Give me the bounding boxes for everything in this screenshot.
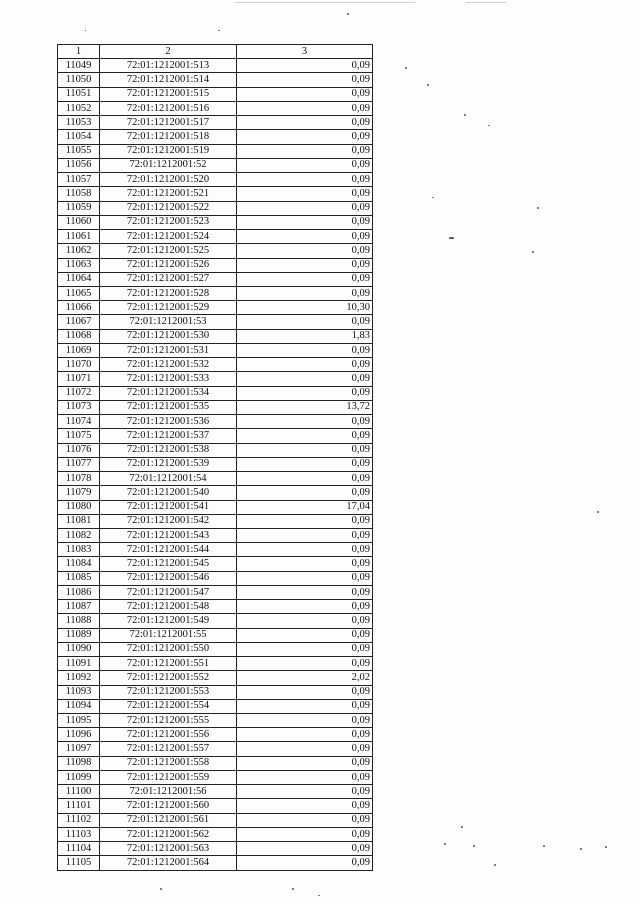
row-number-cell: 11092: [58, 671, 100, 685]
value-cell: 2,02: [237, 671, 373, 685]
row-number-cell: 11070: [58, 358, 100, 372]
table-row: [58, 600, 373, 614]
table-row: [58, 116, 373, 130]
scan-speck: [461, 826, 463, 828]
value-cell: 0,09: [237, 158, 373, 172]
table-row: [58, 571, 373, 585]
table-row: [58, 728, 373, 742]
value-cell: 0,09: [237, 386, 373, 400]
value-cell: 0,09: [237, 201, 373, 215]
value-cell: 0,09: [237, 785, 373, 799]
table-row: [58, 614, 373, 628]
value-cell: 0,09: [237, 73, 373, 87]
scan-speck: [444, 843, 446, 845]
table-row: [58, 144, 373, 158]
scan-speck: [160, 888, 162, 890]
value-cell: 0,09: [237, 514, 373, 528]
scan-speck: [449, 237, 454, 239]
row-number-cell: 11097: [58, 742, 100, 756]
value-cell: 0,09: [237, 116, 373, 130]
cadastral-number-cell: 72:01:1212001:539: [100, 457, 237, 471]
value-cell: 0,09: [237, 372, 373, 386]
value-cell: 0,09: [237, 230, 373, 244]
table-row: [58, 443, 373, 457]
table-body: [58, 59, 373, 870]
row-number-cell: 11063: [58, 258, 100, 272]
table-row: [58, 671, 373, 685]
scan-speck: [318, 895, 320, 896]
value-cell: 0,09: [237, 714, 373, 728]
table-row: [58, 657, 373, 671]
row-number-cell: 11049: [58, 59, 100, 73]
cadastral-number-cell: 72:01:1212001:525: [100, 244, 237, 258]
row-number-cell: 11072: [58, 386, 100, 400]
scan-speck: [597, 511, 599, 513]
table-row: [58, 714, 373, 728]
cadastral-number-cell: 72:01:1212001:526: [100, 258, 237, 272]
cadastral-number-cell: 72:01:1212001:555: [100, 714, 237, 728]
cadastral-number-cell: 72:01:1212001:552: [100, 671, 237, 685]
table-row: [58, 685, 373, 699]
scan-edge-line: [235, 2, 415, 3]
scan-speck: [427, 84, 429, 86]
row-number-cell: 11050: [58, 73, 100, 87]
cadastral-value-table: [57, 44, 373, 871]
row-number-cell: 11078: [58, 472, 100, 486]
table-row: [58, 813, 373, 827]
cadastral-number-cell: 72:01:1212001:537: [100, 429, 237, 443]
row-number-cell: 11094: [58, 699, 100, 713]
table-row: [58, 585, 373, 599]
row-number-cell: 11057: [58, 173, 100, 187]
row-number-cell: 11052: [58, 101, 100, 115]
value-cell: 0,09: [237, 543, 373, 557]
value-cell: 0,09: [237, 429, 373, 443]
table-row: [58, 386, 373, 400]
value-cell: 0,09: [237, 130, 373, 144]
table-row: [58, 799, 373, 813]
scan-speck: [532, 251, 534, 253]
row-number-cell: 11064: [58, 272, 100, 286]
value-cell: 0,09: [237, 728, 373, 742]
row-number-cell: 11051: [58, 87, 100, 101]
value-cell: 0,09: [237, 614, 373, 628]
row-number-cell: 11060: [58, 215, 100, 229]
table-row: [58, 856, 373, 870]
row-number-cell: 11090: [58, 642, 100, 656]
cadastral-number-cell: 72:01:1212001:529: [100, 301, 237, 315]
value-cell: 0,09: [237, 457, 373, 471]
table-row: [58, 258, 373, 272]
scan-speck: [218, 30, 220, 31]
table-row: [58, 301, 373, 315]
cadastral-number-cell: 72:01:1212001:522: [100, 201, 237, 215]
row-number-cell: 11103: [58, 827, 100, 841]
value-cell: 0,09: [237, 472, 373, 486]
table-row: [58, 87, 373, 101]
table-row: [58, 244, 373, 258]
value-cell: 0,09: [237, 272, 373, 286]
row-number-cell: 11079: [58, 486, 100, 500]
row-number-cell: 11088: [58, 614, 100, 628]
table-row: [58, 557, 373, 571]
cadastral-number-cell: 72:01:1212001:553: [100, 685, 237, 699]
table-row: [58, 756, 373, 770]
table-row: [58, 742, 373, 756]
row-number-cell: 11091: [58, 657, 100, 671]
table-row: [58, 73, 373, 87]
cadastral-number-cell: 72:01:1212001:560: [100, 799, 237, 813]
row-number-cell: 11069: [58, 343, 100, 357]
value-cell: 0,09: [237, 144, 373, 158]
table-row: [58, 642, 373, 656]
cadastral-number-cell: 72:01:1212001:532: [100, 358, 237, 372]
scan-speck: [543, 845, 545, 847]
row-number-cell: 11071: [58, 372, 100, 386]
table-row: [58, 230, 373, 244]
table-row: [58, 770, 373, 784]
row-number-cell: 11058: [58, 187, 100, 201]
scan-speck: [347, 13, 349, 15]
row-number-cell: 11080: [58, 500, 100, 514]
table-row: [58, 329, 373, 343]
scan-speck: [537, 207, 539, 209]
row-number-cell: 11084: [58, 557, 100, 571]
row-number-cell: 11095: [58, 714, 100, 728]
cadastral-number-cell: 72:01:1212001:54: [100, 472, 237, 486]
table-row: [58, 543, 373, 557]
value-cell: 0,09: [237, 856, 373, 870]
value-cell: 0,09: [237, 842, 373, 856]
table-row: [58, 59, 373, 73]
value-cell: 13,72: [237, 400, 373, 414]
cadastral-number-cell: 72:01:1212001:516: [100, 101, 237, 115]
value-cell: 0,09: [237, 813, 373, 827]
scan-edge-line: [466, 2, 506, 3]
row-number-cell: 11081: [58, 514, 100, 528]
row-number-cell: 11062: [58, 244, 100, 258]
cadastral-number-cell: 72:01:1212001:518: [100, 130, 237, 144]
value-cell: 0,09: [237, 770, 373, 784]
row-number-cell: 11101: [58, 799, 100, 813]
cadastral-number-cell: 72:01:1212001:523: [100, 215, 237, 229]
cadastral-number-cell: 72:01:1212001:550: [100, 642, 237, 656]
row-number-cell: 11055: [58, 144, 100, 158]
cadastral-number-cell: 72:01:1212001:534: [100, 386, 237, 400]
cadastral-number-cell: 72:01:1212001:561: [100, 813, 237, 827]
cadastral-number-cell: 72:01:1212001:557: [100, 742, 237, 756]
scan-speck: [473, 845, 475, 847]
row-number-cell: 11105: [58, 856, 100, 870]
value-cell: 0,09: [237, 59, 373, 73]
cadastral-number-cell: 72:01:1212001:541: [100, 500, 237, 514]
cadastral-number-cell: 72:01:1212001:558: [100, 756, 237, 770]
value-cell: 0,09: [237, 557, 373, 571]
value-cell: 0,09: [237, 642, 373, 656]
value-cell: 0,09: [237, 585, 373, 599]
cadastral-number-cell: 72:01:1212001:520: [100, 173, 237, 187]
cadastral-number-cell: 72:01:1212001:538: [100, 443, 237, 457]
cadastral-number-cell: 72:01:1212001:536: [100, 415, 237, 429]
table-row: [58, 173, 373, 187]
value-cell: 0,09: [237, 756, 373, 770]
table-row: [58, 628, 373, 642]
value-cell: 0,09: [237, 528, 373, 542]
value-cell: 10,30: [237, 301, 373, 315]
value-cell: 0,09: [237, 315, 373, 329]
table-row: [58, 215, 373, 229]
cadastral-number-cell: 72:01:1212001:546: [100, 571, 237, 585]
value-cell: 0,09: [237, 343, 373, 357]
value-cell: 0,09: [237, 215, 373, 229]
row-number-cell: 11082: [58, 528, 100, 542]
cadastral-number-cell: 72:01:1212001:513: [100, 59, 237, 73]
row-number-cell: 11099: [58, 770, 100, 784]
column-header-1: 1: [58, 45, 100, 59]
row-number-cell: 11054: [58, 130, 100, 144]
cadastral-number-cell: 72:01:1212001:53: [100, 315, 237, 329]
cadastral-number-cell: 72:01:1212001:543: [100, 528, 237, 542]
row-number-cell: 11086: [58, 585, 100, 599]
row-number-cell: 11089: [58, 628, 100, 642]
value-cell: 1,83: [237, 329, 373, 343]
row-number-cell: 11096: [58, 728, 100, 742]
table-row: [58, 514, 373, 528]
cadastral-number-cell: 72:01:1212001:527: [100, 272, 237, 286]
scan-speck: [580, 848, 582, 850]
scan-speck: [605, 846, 607, 848]
scan-speck: [432, 197, 434, 198]
row-number-cell: 11059: [58, 201, 100, 215]
cadastral-number-cell: 72:01:1212001:545: [100, 557, 237, 571]
table-row: [58, 158, 373, 172]
cadastral-number-cell: 72:01:1212001:549: [100, 614, 237, 628]
cadastral-number-cell: 72:01:1212001:524: [100, 230, 237, 244]
table-row: [58, 372, 373, 386]
cadastral-number-cell: 72:01:1212001:559: [100, 770, 237, 784]
scan-speck: [494, 864, 496, 866]
row-number-cell: 11056: [58, 158, 100, 172]
cadastral-number-cell: 72:01:1212001:519: [100, 144, 237, 158]
value-cell: 0,09: [237, 286, 373, 300]
table-row: [58, 785, 373, 799]
value-cell: 0,09: [237, 742, 373, 756]
row-number-cell: 11053: [58, 116, 100, 130]
row-number-cell: 11087: [58, 600, 100, 614]
cadastral-number-cell: 72:01:1212001:52: [100, 158, 237, 172]
row-number-cell: 11061: [58, 230, 100, 244]
cadastral-number-cell: 72:01:1212001:544: [100, 543, 237, 557]
cadastral-number-cell: 72:01:1212001:542: [100, 514, 237, 528]
cadastral-number-cell: 72:01:1212001:554: [100, 699, 237, 713]
column-header-3: 3: [237, 45, 373, 59]
value-cell: 0,09: [237, 657, 373, 671]
cadastral-number-cell: 72:01:1212001:563: [100, 842, 237, 856]
scan-speck: [292, 888, 294, 890]
cadastral-number-cell: 72:01:1212001:564: [100, 856, 237, 870]
scan-speck: [488, 125, 490, 126]
table-row: [58, 272, 373, 286]
row-number-cell: 11066: [58, 301, 100, 315]
value-cell: 0,09: [237, 799, 373, 813]
table-row: [58, 528, 373, 542]
row-number-cell: 11065: [58, 286, 100, 300]
row-number-cell: 11068: [58, 329, 100, 343]
row-number-cell: 11067: [58, 315, 100, 329]
value-cell: 0,09: [237, 187, 373, 201]
table-row: [58, 315, 373, 329]
value-cell: 0,09: [237, 685, 373, 699]
cadastral-number-cell: 72:01:1212001:548: [100, 600, 237, 614]
value-cell: 0,09: [237, 258, 373, 272]
row-number-cell: 11075: [58, 429, 100, 443]
cadastral-number-cell: 72:01:1212001:55: [100, 628, 237, 642]
row-number-cell: 11076: [58, 443, 100, 457]
row-number-cell: 11077: [58, 457, 100, 471]
column-header-2: 2: [100, 45, 237, 59]
cadastral-number-cell: 72:01:1212001:547: [100, 585, 237, 599]
value-cell: 0,09: [237, 244, 373, 258]
cadastral-number-cell: 72:01:1212001:514: [100, 73, 237, 87]
table-row: [58, 187, 373, 201]
value-cell: 0,09: [237, 358, 373, 372]
value-cell: 0,09: [237, 173, 373, 187]
cadastral-number-cell: 72:01:1212001:533: [100, 372, 237, 386]
row-number-cell: 11104: [58, 842, 100, 856]
table-row: [58, 827, 373, 841]
row-number-cell: 11098: [58, 756, 100, 770]
table-row: [58, 699, 373, 713]
table-row: [58, 457, 373, 471]
value-cell: 0,09: [237, 486, 373, 500]
cadastral-number-cell: 72:01:1212001:530: [100, 329, 237, 343]
value-cell: 0,09: [237, 571, 373, 585]
cadastral-number-cell: 72:01:1212001:540: [100, 486, 237, 500]
cadastral-number-cell: 72:01:1212001:517: [100, 116, 237, 130]
cadastral-number-cell: 72:01:1212001:521: [100, 187, 237, 201]
value-cell: 0,09: [237, 600, 373, 614]
scan-speck: [464, 114, 466, 116]
row-number-cell: 11074: [58, 415, 100, 429]
table-row: [58, 429, 373, 443]
table-header-row: [58, 45, 373, 59]
table-row: [58, 201, 373, 215]
table-row: [58, 101, 373, 115]
value-cell: 0,09: [237, 101, 373, 115]
cadastral-number-cell: 72:01:1212001:515: [100, 87, 237, 101]
value-cell: 0,09: [237, 628, 373, 642]
table-row: [58, 472, 373, 486]
table-row: [58, 486, 373, 500]
cadastral-number-cell: 72:01:1212001:556: [100, 728, 237, 742]
row-number-cell: 11100: [58, 785, 100, 799]
value-cell: 0,09: [237, 415, 373, 429]
value-cell: 0,09: [237, 87, 373, 101]
cadastral-number-cell: 72:01:1212001:56: [100, 785, 237, 799]
cadastral-number-cell: 72:01:1212001:535: [100, 400, 237, 414]
scan-speck: [405, 67, 407, 69]
row-number-cell: 11085: [58, 571, 100, 585]
table-row: [58, 500, 373, 514]
value-cell: 0,09: [237, 699, 373, 713]
cadastral-number-cell: 72:01:1212001:551: [100, 657, 237, 671]
scan-speck: [85, 30, 86, 31]
table-row: [58, 130, 373, 144]
row-number-cell: 11093: [58, 685, 100, 699]
value-cell: 0,09: [237, 827, 373, 841]
table-row: [58, 400, 373, 414]
value-cell: 17,04: [237, 500, 373, 514]
row-number-cell: 11083: [58, 543, 100, 557]
table-row: [58, 358, 373, 372]
table-row: [58, 286, 373, 300]
table-row: [58, 343, 373, 357]
cadastral-number-cell: 72:01:1212001:528: [100, 286, 237, 300]
table-row: [58, 415, 373, 429]
cadastral-number-cell: 72:01:1212001:562: [100, 827, 237, 841]
row-number-cell: 11102: [58, 813, 100, 827]
value-cell: 0,09: [237, 443, 373, 457]
cadastral-number-cell: 72:01:1212001:531: [100, 343, 237, 357]
row-number-cell: 11073: [58, 400, 100, 414]
table-row: [58, 842, 373, 856]
